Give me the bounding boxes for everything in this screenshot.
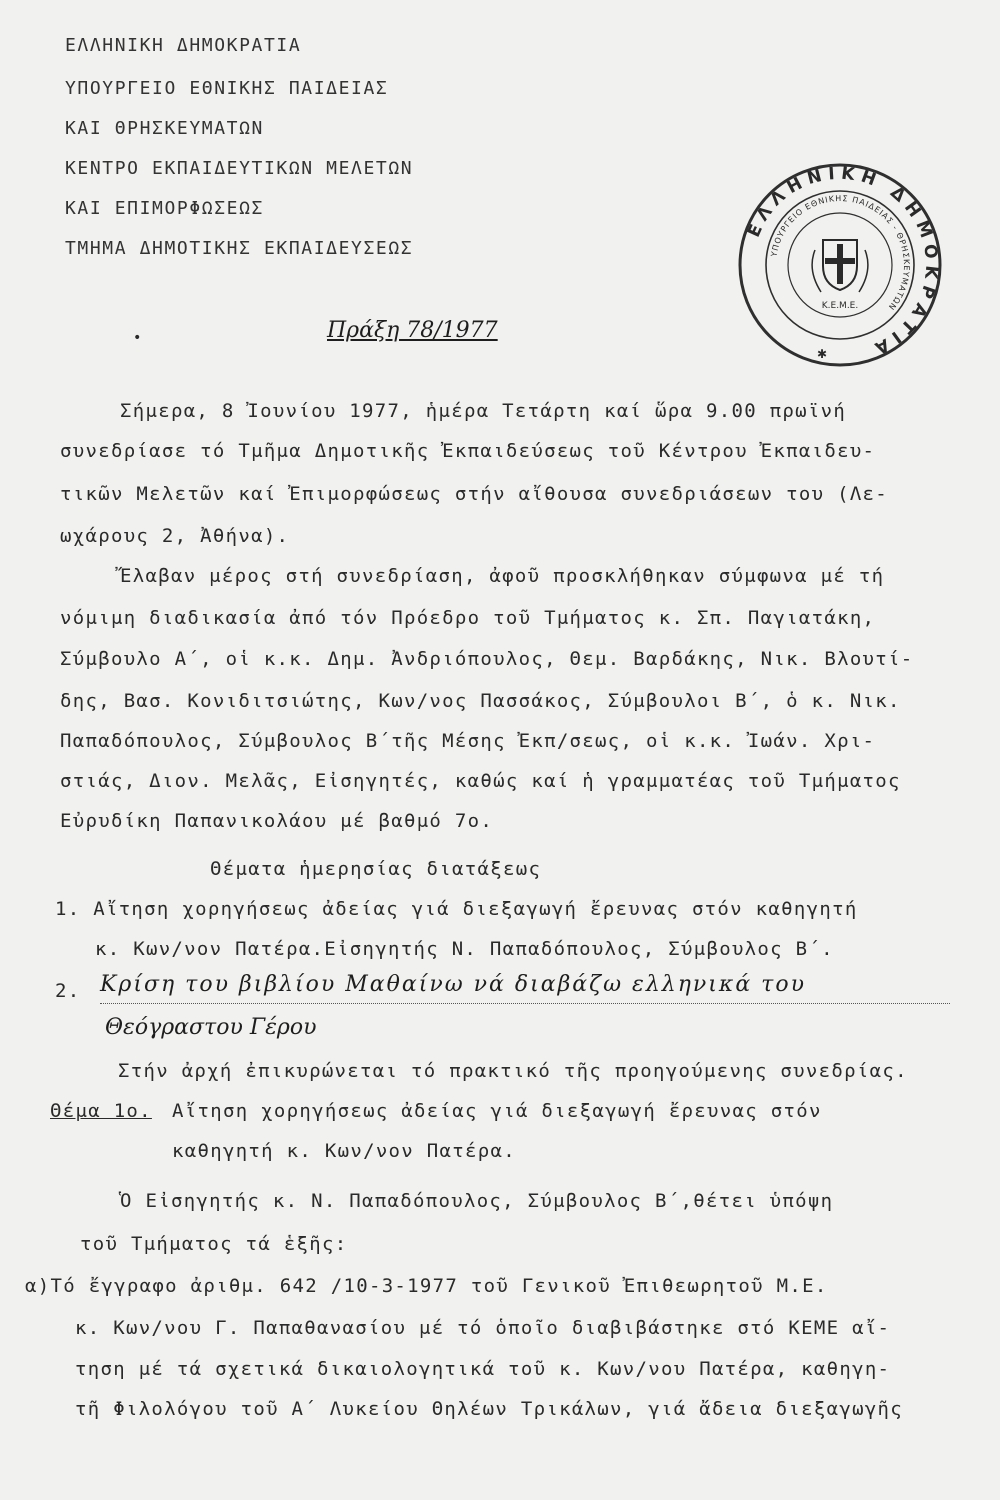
header-line: ΚΑΙ ΕΠΙΜΟΡΦΩΣΕΩΣ [65,198,264,219]
coat-of-arms-icon [812,240,868,292]
text-line: α)Τό ἔγγραφο ἀριθμ. 642 /10-3-1977 τοῦ Γενικοῦ Ἐπιθεωρητοῦ Μ.Ε. [25,1275,828,1297]
document-title: Πράξη 78/1977 [327,318,498,343]
rapporteur-line: τοῦ Τμήματος τά ἑξῆς: [80,1233,348,1255]
text-line: στιάς, Διον. Μελᾶς, Εἰσηγητές, καθώς καί ἡ γραμματέας τοῦ Τμήματος [60,770,901,792]
agenda-item-2-number: 2. [55,980,81,1002]
approval-line: Στήν ἀρχή ἐπικυρώνεται τό πρακτικό τῆς προηγούμενης συνεδρίας. [118,1060,908,1082]
agenda-item-1: 1. Αἴτηση χορηγήσεως ἀδείας γιά διεξαγωγή ἔρευνας στόν καθηγητή [55,898,858,920]
text-line: Εὐρυδίκη Παπανικολάου μέ βαθμό 7ο. [60,810,494,832]
rapporteur-line: Ὁ Εἰσηγητής κ. Ν. Παπαδόπουλος, Σύμβουλος Β΄,θέτει ὑπόψη [120,1190,834,1212]
header-line: ΤΜΗΜΑ ΔΗΜΟΤΙΚΗΣ ΕΚΠΑΙΔΕΥΣΕΩΣ [65,238,414,259]
header-line: ΥΠΟΥΡΓΕΙΟ ΕΘΝΙΚΗΣ ΠΑΙΔΕΙΑΣ [65,78,389,99]
text-line: τικῶν Μελετῶν καί Ἐπιμορφώσεως στήν αἴθουσα συνεδριάσεων του (Λε- [60,483,889,505]
text-line: τῆ Φιλολόγου τοῦ Α΄ Λυκείου Θηλέων Τρικάλων, γιά ἄδεια διεξαγωγῆς [75,1398,904,1420]
official-stamp [735,160,945,370]
header-line: ΚΑΙ ΘΡΗΣΚΕΥΜΑΤΩΝ [65,118,264,139]
stamp-inner-text: ΥΠΟΥΡΓΕΙΟ ΕΘΝΙΚΗΣ ΠΑΙΔΕΙΑΣ - ΘΡΗΣΚΕΥΜΑΤΩΝ [769,193,912,313]
theme-text: καθηγητή κ. Κων/νον Πατέρα. [172,1140,516,1162]
stamp-outer-text: ΕΛΛΗΝΙΚΗ ΔΗΜΟΚΡΑΤΙΑ [744,163,942,361]
stamp-bottom-text: Κ.Ε.Μ.Ε. [821,301,859,311]
theme-text: Αἴτηση χορηγήσεως ἀδείας γιά διεξαγωγή ἔρευνας στόν [172,1100,822,1122]
text-line: Σύμβουλο Α΄, οἱ κ.κ. Δημ. Ἀνδριόπουλος, Θεμ. Βαρδάκης, Νικ. Βλουτί- [60,648,914,670]
header-line: ΕΛΛΗΝΙΚΗ ΔΗΜΟΚΡΑΤΙΑ [65,35,302,56]
agenda-item-2-handwritten: Κρίση του βιβλίου Μαθαίνω νά διαβάζω ελληνικά του [100,972,806,997]
text-line: Παπαδόπουλος, Σύμβουλος Β΄τῆς Μέσης Ἐκπ/σεως, οἱ κ.κ. Ἰωάν. Χρι- [60,730,876,752]
header-line: ΚΕΝΤΡΟ ΕΚΠΑΙΔΕΥΤΙΚΩΝ ΜΕΛΕΤΩΝ [65,158,414,179]
text-line: νόμιμη διαδικασία ἀπό τόν Πρόεδρο τοῦ Τμήματος κ. Σπ. Παγιατάκη, [60,607,876,629]
agenda-item-1-cont: κ. Κων/νον Πατέρα.Εἰσηγητής Ν. Παπαδόπουλος, Σύμβουλος Β΄. [95,938,834,960]
text-line: Σήμερα, 8 Ἰουνίου 1977, ἡμέρα Τετάρτη καί ὥρα 9.00 πρωϊνή [120,400,847,422]
text-line: Ἔλαβαν μέρος στή συνεδρίαση, ἀφοῦ προσκλήθηκαν σύμφωνα μέ τή [120,565,885,587]
theme-label: Θέμα 1ο. [50,1100,152,1122]
agenda-item-2-handwritten-cont: Θεόγραστου Γέρου [105,1015,317,1040]
agenda-heading: Θέματα ἡμερησίας διατάξεως [210,858,542,880]
text-line: δης, Βασ. Κονιδιτσιώτης, Κων/νος Πασσάκος, Σύμβουλοι Β΄, ὁ κ. Νικ. [60,690,901,712]
text-line: κ. Κων/νου Γ. Παπαθανασίου μέ τό ὁποῖο διαβιβάστηκε στό ΚΕΜΕ αἴ- [75,1317,891,1339]
text-line: ωχάρους 2, Ἀθήνα). [60,525,290,547]
star-icon: ✱ [817,347,828,361]
text-line: συνεδρίασε τό Τμῆμα Δημοτικῆς Ἐκπαιδεύσεως τοῦ Κέντρου Ἐκπαιδευ- [60,440,876,462]
text-line: τηση μέ τά σχετικά δικαιολογητικά τοῦ κ. Κων/νου Πατέρα, καθηγη- [75,1358,891,1380]
dotted-line [100,1003,950,1004]
bullet-dot: • [133,330,142,346]
